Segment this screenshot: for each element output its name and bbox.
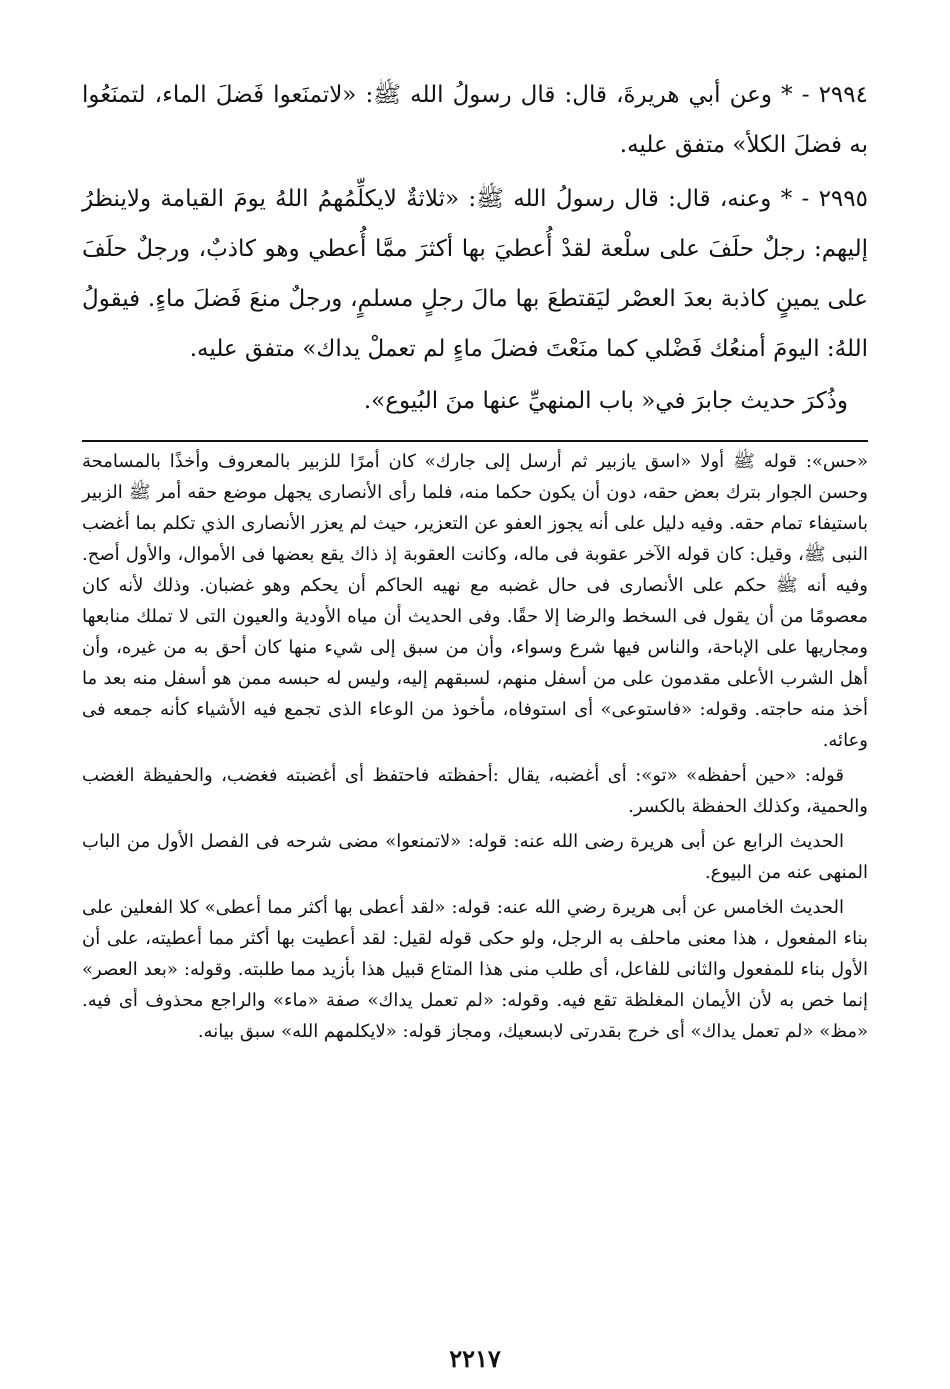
- cross-reference-note: وذُكرَ حديث جابرَ في« باب المنهيِّ عنها منَ البُيوع».: [363, 388, 848, 414]
- commentary-paragraph: الحديث الرابع عن أبى هريرة رضى الله عنه: قوله: «لاتمنعوا» مضى شرحه فى الفصل الأول من الباب المنهى عنه من البيوع.: [82, 831, 868, 883]
- footnote-divider: [82, 440, 868, 442]
- hadith-2995: ٢٩٩٥ - * وعنه، قال: قال رسولُ الله ﷺ: «ثلاثةٌ لايكلِّمُهمُ اللهُ يومَ القيامة ولاينظرُ إليهم: رجلٌ حلَفَ على سلْعة لقدْ أُعطيَ بها أكثرَ ممَّا أُعطي وهو كاذبٌ، ورجلٌ حلَفَ على يمينٍ كاذبة بعدَ العصْر ليَقتطعَ بها مالَ رجلٍ مسلمٍ، ورجلٌ منعَ فَضلَ ماءٍ. فيقولُ اللهُ: اليومَ أمنعُك فَضْلي كما منَعْتَ فضلَ ماءٍ لم تعملْ يداك» متفق عليه.: [82, 186, 868, 362]
- commentary-paragraph: «حس»: قوله ﷺ أولا «اسق يازبير ثم أرسل إلى جارك» كان أمرًا للزبير بالمعروف وأخذًا بالمسامحة وحسن الجوار بترك بعض حقه، دون أن يكون حكما منه، فلما رأى الأنصارى يجهل موضع حقه أمر ﷺ الزبير باستيفاء تمام حقه. وفيه دليل على أنه يجوز العفو عن التعزير، حيث لم يعزر الأنصارى الذي تكلم بما أغضب النبى ﷺ، وقيل: كان قوله الآخر عقوبة فى ماله، وكانت العقوبة إذ ذاك يقع بعضها فى الأموال، والأول أصح. وفيه أنه ﷺ حكم على الأنصارى فى حال غضبه مع نهيه الحاكم أن يحكم وهو غضبان. وذلك لأنه كان معصومًا من أن يقول فى السخط والرضا إلا حقًا. وفى الحديث أن مياه الأودية والعيون التى لا تملك منابعها ومجاريها على الإباحة، والناس فيها شرع وسواء، وأن من سبق إلى شيء منها كان أحق به من غيره، وأن أهل الشرب الأعلى مقدمون على من أسفل منهم، لسبقهم إليه، وليس له حبسه ممن هو أسفل منه بعد ما أخذ منه حاجته. وقوله: «فاستوعى» أى استوفاه، مأخوذ من الوعاء الذى تجمع فيه الأشياء كأنه جمعه فى وعائه.: [82, 451, 868, 751]
- hadith-2994: ٢٩٩٤ - * وعن أبي هريرةَ، قال: قال رسولُ الله ﷺ: «لاتمنَعوا فَضلَ الماء، لتمنَعُوا به فضلَ الكلأ» متفق عليه.: [82, 82, 868, 158]
- commentary-paragraph: قوله: «حين أحفظه» «تو»: أى أغضبه، يقال :أحفظته فاحتفظ أى أغضبته فغضب، والحفيظة الغضب والحمية، وكذلك الحفظة بالكسر.: [82, 765, 868, 817]
- page-number: ٢٢١٧: [449, 1344, 501, 1373]
- commentary-paragraph: الحديث الخامس عن أبى هريرة رضي الله عنه: قوله: «لقد أعطى بها أكثر مما أعطى» كلا الفعلين على بناء المفعول ، هذا معنى ماحلف به الرجل، ولو حكى قوله لقيل: لقد أعطيت بها أكثر مما أعطيته، على أن الأول بناء للمفعول والثانى للفاعل، أى طلب منى هذا المتاع قبيل هذا بأزيد مما طلبته. وقوله: «بعد العصر» إنما خص به لأن الأيمان المغلظة تقع فيه. وقوله: «لم تعمل يداك» صفة «ماء» والراجع محذوف أى فيه. «مظ» «لم تعمل يداك» أى خرج بقدرتى لابسعيك، ومجاز قوله: «لايكلمهم الله» سبق بيانه.: [82, 897, 868, 1042]
- commentary-section: [82, 446, 868, 1047]
